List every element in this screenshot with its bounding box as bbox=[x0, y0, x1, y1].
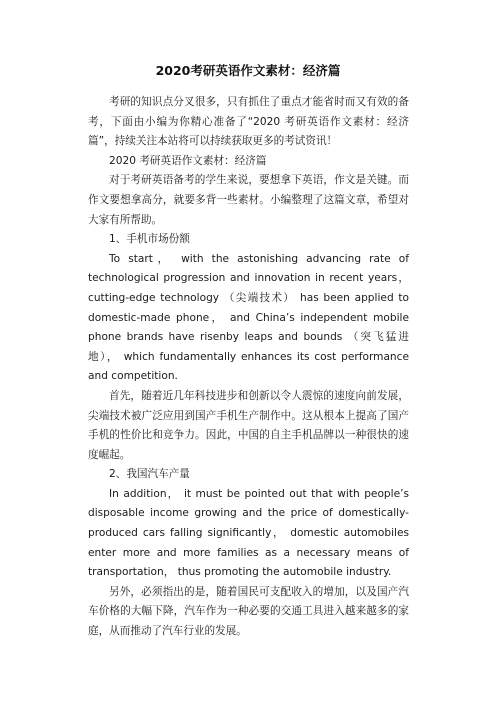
intro-paragraph: 考研的知识点分叉很多，只有抓住了重点才能省时而又有效的备考，下面由小编为你精心准备了“2020 考研英语作文素材：经济篇”，持续关注本站将可以持续获取更多的考试资讯！ bbox=[88, 96, 409, 148]
preface-paragraph: 对于考研英语备考的学生来说，要想拿下英语，作文是关键。而作文要想拿高分，就要多背一些素材。小编整理了这篇文章，希望对大家有所帮助。 bbox=[88, 174, 409, 226]
english-paragraph-2: In addition， it must be pointed out that with people’s disposable income growing and the price of domestically-produced cars falling significantly， domestic automobiles enter more and more families as a necessary means of transportation， thus promoting the automobile industry. bbox=[88, 487, 409, 579]
chinese-paragraph-2: 另外，必须指出的是，随着国民可支配收入的增加，以及国产汽车价格的大幅下降，汽车作为一种必要的交通工具进入越来越多的家庭，从而推动了汽车行业的发展。 bbox=[88, 585, 409, 638]
chinese-paragraph-1: 首先，随着近几年科技进步和创新以令人震惊的速度向前发展，尖端技术被广泛应用到国产手机生产制作中。这从根本上提高了国产手机的性价比和竞争力。因此，中国的自主手机品牌以一种很快的速度崛起。 bbox=[88, 389, 409, 461]
subtitle-paragraph: 2020 考研英语作文素材：经济篇 bbox=[109, 154, 267, 167]
document-title: 2020考研英语作文素材：经济篇 bbox=[155, 63, 341, 78]
section-heading-2: 2、我国汽车产量 bbox=[109, 468, 190, 481]
english-paragraph-1: To start， with the astonishing advancing rate of technological progression and innovation in recent years， cutting-edge technology （尖端技术） has been applied to domestic-made phone， and China’s independent mobile phone brands have risenby leaps and bounds （突飞猛进地）， which fundamentally enhances its cost performance and competition. bbox=[88, 252, 409, 383]
document-body bbox=[88, 93, 409, 642]
section-heading-1: 1、手机市场份额 bbox=[109, 233, 190, 246]
